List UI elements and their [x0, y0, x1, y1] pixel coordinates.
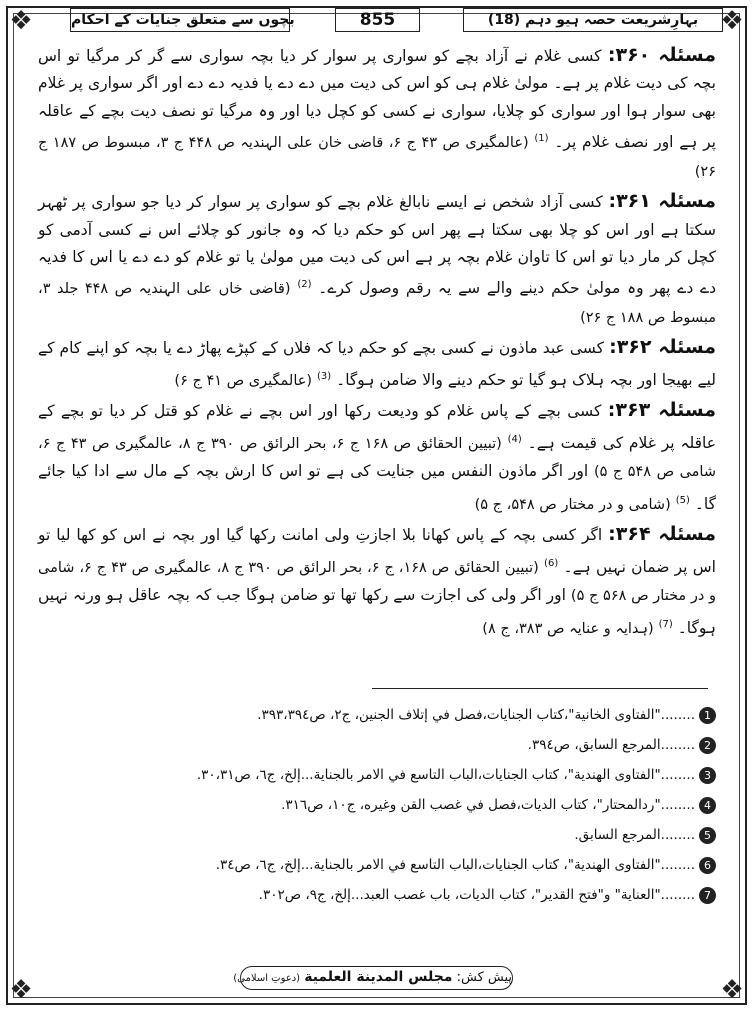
footnote [40, 700, 716, 730]
publisher-org: (دعوتِ اسلامی) [233, 973, 301, 984]
footnote-marker: (2) [297, 279, 312, 291]
footnote-text: ........"ردالمحتار"، كتاب الديات،فصل في غصب القن وغيره، ج۱۰، ص۳۱٦. [281, 797, 695, 813]
corner-ornament-top-right: ❖ [720, 6, 744, 36]
masala-text: کسی عبد ماذون نے کسی بچے کو حکم دیا کہ فلاں کے کپڑے پھاڑ دے یا بچہ کو اپنے کام کے لیے بھیجا اور بچہ ہلاک ہو گیا تو حکم دینے والا ضامن ہوگا۔ [38, 339, 716, 389]
corner-ornament-bottom-right: ❖ [720, 975, 744, 1005]
footnote-number: 5 [699, 827, 716, 844]
footnotes [40, 700, 716, 910]
reference: (تبیین الحقائق ص ۱۶۸ ج ۶، بحر الرائق ص ۳۹۰ ج ۸، عالمگیری ص ۴۳ ج ۶، شامی ص ۵۴۸ ج ۵) [38, 435, 717, 481]
masala-label: مسئلہ ۳۶۰: [607, 44, 716, 66]
footnote-number: 3 [699, 767, 716, 784]
footnote-marker: (5) [675, 494, 690, 506]
corner-ornament-top-left: ❖ [9, 6, 33, 36]
reference: (عالمگیری ص ۴۳ ج ۶، قاضی خان علی الہندیہ ص ۴۴۸ ج ۳، مبسوط ص ۱۸۷ ج ۲۶) [38, 135, 716, 180]
footnote [40, 790, 716, 820]
footnote [40, 820, 716, 850]
footnote [40, 880, 716, 910]
footnote-marker: (6) [544, 557, 559, 569]
page-number: 855 [335, 8, 420, 32]
book-title: بہارِشریعت حصہ ہیو دہم (18) [463, 8, 723, 32]
reference: (تبیین الحقائق ص ۱۶۸، ج ۶، بحر الرائق ص ۳۹۰ ج ۸، عالمگیری ص ۴۳ ج ۶، شامی و در مختار ص ۵۶۸ ج ۵) [38, 559, 716, 605]
footnote [40, 760, 716, 790]
footnote-number: 1 [699, 707, 716, 724]
masala-362 [38, 334, 716, 395]
masala-text: کسی غلام نے آزاد بچے کو سواری پر سوار کر دیا بچہ سواری سے گر کر مرگیا تو اس بچہ کی دیت غلام پر ہے۔ مولیٰ غلام ہی کو اس کی دیت میں دے دے یا فدیہ دے دے اور اگر سواری پر غلام بھی سوار ہوا اور سواری کو چلایا، سواری نے کسی کو کچل دیا اور وہ مرگیا تو نصف دیت بچے کے عاقلہ پر ہے اور نصف غلام پر۔ [38, 47, 716, 152]
footnote-number: 6 [699, 857, 716, 874]
masala-360 [38, 42, 716, 186]
footnote-text: ........المرجع السابق. [574, 827, 695, 843]
masala-text: کسی بچے کے پاس غلام کو ودیعت رکھا اور اس بچے نے غلام کو قتل کر دیا تو بچے کے عاقلہ پر غلام کی قیمت ہے۔ [38, 402, 716, 452]
footnote [40, 850, 716, 880]
footnote-divider [372, 688, 708, 689]
masala-label: مسئلہ ۳۶۲: [609, 336, 716, 359]
masala-363 [38, 397, 716, 519]
reference: (عالمگیری ص ۴۱ ج ۶) [174, 372, 313, 389]
masala-361 [38, 188, 716, 332]
footnote-marker: (1) [534, 133, 549, 145]
footnote-marker: (3) [317, 370, 332, 382]
footnote-text: ........"الفتاوى الهندية"، كتاب الجنايات،الباب التاسع في الامر بالجناية...إلخ، ج٦، ص۳۰،۳۱. [196, 767, 695, 783]
reference: (قاضی خاں علی الہندیہ ص ۴۴۸ جلد ۳، مبسوط ص ۱۸۸ ج ۲۶) [38, 281, 716, 326]
masala-label: مسئلہ ۳۶۳: [607, 399, 717, 422]
reference: (شامی و در مختار ص ۵۴۸، ج ۵) [474, 496, 671, 513]
page-header [30, 8, 723, 34]
footnote-number: 4 [699, 797, 716, 814]
publisher-footer [233, 966, 513, 990]
masala-text: اگر کسی بچہ کے پاس کھانا بلا اجازتِ ولی امانت رکھا گیا اور بچہ نے اس کو کھا لیا تو اس پر ضمان نہیں ہے۔ [38, 526, 716, 576]
footer-prefix: پیش کش: [456, 970, 512, 985]
footnote-text: ........"العناية" و"فتح القدير"، كتاب الديات، باب غصب العبد...إلخ، ج۹، ص۳۰۲. [258, 887, 695, 903]
corner-ornament-bottom-left: ❖ [9, 975, 33, 1005]
footnote-text: ........المرجع السابق، ص۳۹٤. [527, 737, 695, 753]
publisher-name: مجلس المدينة العلمية [304, 969, 453, 985]
masala-364 [38, 521, 716, 643]
masala-label: مسئلہ ۳۶۱: [608, 190, 717, 213]
footnote-number: 7 [699, 887, 716, 904]
main-text [38, 42, 716, 645]
footnote-text: ........"الفتاوى الخانية"،كتاب الجنايات،فصل في إتلاف الجنين، ج۲، ص۳۹۳،۳۹٤. [257, 707, 695, 723]
masala-text: کسی آزاد شخص نے ایسے نابالغ غلام بچے کو سواری پر سوار کر دیا جو سواری پر ٹھہر سکتا ہے اور اس کو چلا بھی سکتا ہے پھر اس کو حکم دیا کہ وہ جانور کو چلائے اس نے کسی آدمی کو کچل کر مار دیا تو اس کا تاوان غلام بچہ پر ہے اس کی دیت میں مولیٰ یا تو غلام کو دے دے یا اس کا فدیہ دے دے پھر وہ مولیٰ حکم دینے والے سے یہ رقم وصول کرے۔ [38, 193, 716, 298]
chapter-title: بچوں سے متعلق جنایات کے احکام [70, 8, 290, 32]
footnote [40, 730, 716, 760]
footnote-marker: (4) [507, 433, 522, 445]
masala-label: مسئلہ ۳۶۴: [608, 523, 716, 546]
masala-text-continued: اور اگر ولی کی اجازت سے رکھا تھا تو ضامن ہوگا جب کہ بچہ عاقل ہو ورنہ نہیں ہوگا۔ [38, 586, 716, 637]
footnote-text: ........"الفتاوى الهندية"، كتاب الجنايات،الباب التاسع في الامر بالجناية...إلخ، ج٦، ص۳٤. [215, 857, 695, 873]
masala-text-continued: اور اگر ماذون النفس میں جنایت کی ہے تو اس کا ارش بچہ کے مال سے ادا کیا جائے گا۔ [38, 462, 716, 513]
reference: (ہدایہ و عنایہ ص ۳۸۳، ج ۸) [482, 620, 654, 637]
footnote-number: 2 [699, 737, 716, 754]
footnote-marker: (7) [658, 618, 673, 630]
